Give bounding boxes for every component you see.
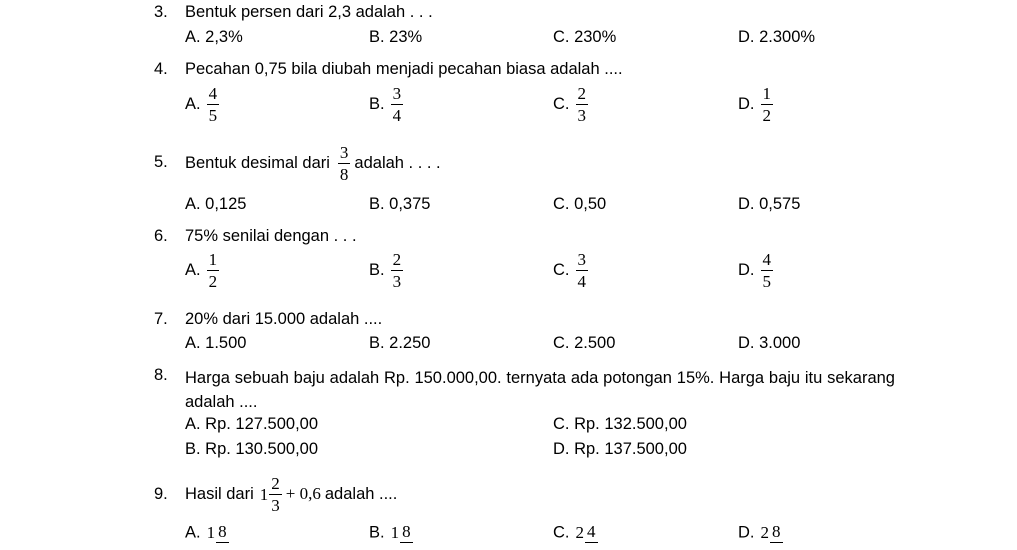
fraction bbox=[269, 474, 282, 515]
question-number: 7. bbox=[154, 310, 168, 328]
question-number: 9. bbox=[154, 485, 168, 503]
option-letter: B. bbox=[369, 94, 385, 113]
option-letter: D. bbox=[738, 523, 755, 542]
option-b[interactable] bbox=[369, 84, 403, 125]
numerator: 1 bbox=[208, 250, 218, 269]
option-c[interactable] bbox=[553, 522, 598, 544]
fraction bbox=[391, 84, 404, 125]
numerator: 2 bbox=[271, 474, 280, 493]
option-letter: C. bbox=[553, 94, 570, 113]
numerator: 8 bbox=[402, 522, 411, 541]
denominator: 5 bbox=[208, 106, 218, 125]
option-d[interactable]: D. 0,575 bbox=[738, 195, 801, 213]
option-a[interactable]: A. 0,125 bbox=[185, 195, 247, 213]
denominator: 4 bbox=[392, 106, 402, 125]
question-number: 5. bbox=[154, 153, 168, 171]
denominator: 2 bbox=[208, 272, 218, 291]
option-d[interactable]: D. Rp. 137.500,00 bbox=[553, 440, 687, 458]
option-a[interactable]: A. Rp. 127.500,00 bbox=[185, 415, 319, 433]
fraction bbox=[761, 250, 774, 291]
fraction bbox=[338, 143, 351, 184]
option-a[interactable]: A. 1.500 bbox=[185, 334, 247, 352]
option-d[interactable]: D. 3.000 bbox=[738, 334, 801, 352]
option-letter: B. bbox=[369, 523, 385, 542]
fraction bbox=[207, 250, 220, 291]
whole-part: 1 bbox=[259, 484, 269, 504]
mixed-number bbox=[755, 522, 783, 544]
stem-text: adalah .... bbox=[324, 484, 398, 503]
fraction bbox=[585, 522, 598, 544]
option-d[interactable]: D. 2.300% bbox=[738, 28, 816, 46]
option-letter: C. bbox=[553, 523, 570, 542]
option-c[interactable]: C. 230% bbox=[553, 28, 617, 46]
numerator: 8 bbox=[772, 522, 781, 541]
option-d[interactable] bbox=[738, 522, 783, 544]
question-stem bbox=[185, 474, 397, 515]
numerator: 4 bbox=[762, 250, 771, 269]
numerator: 2 bbox=[392, 250, 402, 269]
denominator: 8 bbox=[339, 165, 349, 184]
fraction bbox=[216, 522, 229, 544]
numerator: 8 bbox=[218, 522, 227, 541]
option-letter: A. bbox=[185, 94, 201, 113]
option-c[interactable] bbox=[553, 250, 588, 291]
whole-part: 1 bbox=[390, 523, 400, 542]
option-d[interactable] bbox=[738, 250, 773, 291]
stem-text: adalah . . . . bbox=[354, 153, 441, 172]
denominator: 3 bbox=[577, 106, 586, 125]
question-number: 3. bbox=[154, 3, 168, 21]
whole-part: 2 bbox=[575, 523, 584, 542]
option-d[interactable] bbox=[738, 84, 773, 125]
question-stem: Bentuk persen dari 2,3 adalah . . . bbox=[185, 3, 433, 21]
option-b[interactable] bbox=[369, 250, 403, 291]
option-b[interactable]: B. 0,375 bbox=[369, 195, 431, 213]
mixed-number bbox=[570, 522, 598, 544]
denominator: 2 bbox=[762, 106, 771, 125]
option-a[interactable] bbox=[185, 84, 219, 125]
option-letter: D. bbox=[738, 94, 755, 113]
fraction bbox=[770, 522, 783, 544]
fraction bbox=[400, 522, 413, 544]
whole-part: 2 bbox=[760, 523, 769, 542]
fraction bbox=[576, 250, 589, 291]
question-stem bbox=[185, 143, 441, 184]
option-letter: D. bbox=[738, 260, 755, 279]
mixed-number bbox=[201, 522, 229, 544]
option-a[interactable]: A. 2,3% bbox=[185, 28, 243, 46]
option-letter: C. bbox=[553, 260, 570, 279]
option-c[interactable]: C. 2.500 bbox=[553, 334, 616, 352]
option-letter: A. bbox=[185, 260, 201, 279]
denominator: 5 bbox=[762, 272, 771, 291]
option-b[interactable] bbox=[369, 522, 413, 544]
stem-text: Hasil dari bbox=[185, 484, 254, 503]
denominator: 4 bbox=[577, 272, 586, 291]
numerator: 3 bbox=[339, 143, 349, 162]
question-stem: Harga sebuah baju adalah Rp. 150.000,00. ternyata ada potongan 15%. Harga baju itu sekarang adalah .... bbox=[185, 369, 895, 411]
numerator: 3 bbox=[392, 84, 402, 103]
mixed-number bbox=[254, 474, 282, 515]
mixed-number bbox=[385, 522, 413, 544]
option-c[interactable] bbox=[553, 84, 588, 125]
numerator: 4 bbox=[587, 522, 596, 541]
option-letter: B. bbox=[369, 260, 385, 279]
denominator: 3 bbox=[392, 272, 402, 291]
numerator: 4 bbox=[208, 84, 218, 103]
option-b[interactable]: B. 2.250 bbox=[369, 334, 431, 352]
fraction bbox=[391, 250, 404, 291]
fraction bbox=[576, 84, 589, 125]
whole-part: 1 bbox=[206, 523, 216, 542]
question-stem: Pecahan 0,75 bila diubah menjadi pecahan biasa adalah .... bbox=[185, 60, 623, 78]
option-a[interactable] bbox=[185, 522, 229, 544]
stem-text: Bentuk desimal dari bbox=[185, 153, 330, 172]
denominator: 3 bbox=[271, 496, 280, 515]
option-a[interactable] bbox=[185, 250, 219, 291]
numerator: 2 bbox=[577, 84, 586, 103]
question-number: 6. bbox=[154, 227, 168, 245]
question-stem: 75% senilai dengan . . . bbox=[185, 227, 357, 245]
fraction bbox=[761, 84, 774, 125]
stem-expression: + 0,6 bbox=[285, 483, 321, 503]
question-stem: 20% dari 15.000 adalah .... bbox=[185, 310, 383, 328]
option-c[interactable]: C. 0,50 bbox=[553, 195, 607, 213]
numerator: 1 bbox=[762, 84, 771, 103]
option-letter: A. bbox=[185, 523, 201, 542]
question-number: 4. bbox=[154, 60, 168, 78]
numerator: 3 bbox=[577, 250, 586, 269]
fraction bbox=[207, 84, 220, 125]
option-c[interactable]: C. Rp. 132.500,00 bbox=[553, 415, 687, 433]
option-b[interactable]: B. Rp. 130.500,00 bbox=[185, 440, 319, 458]
option-b[interactable]: B. 23% bbox=[369, 28, 423, 46]
question-number: 8. bbox=[154, 366, 168, 384]
